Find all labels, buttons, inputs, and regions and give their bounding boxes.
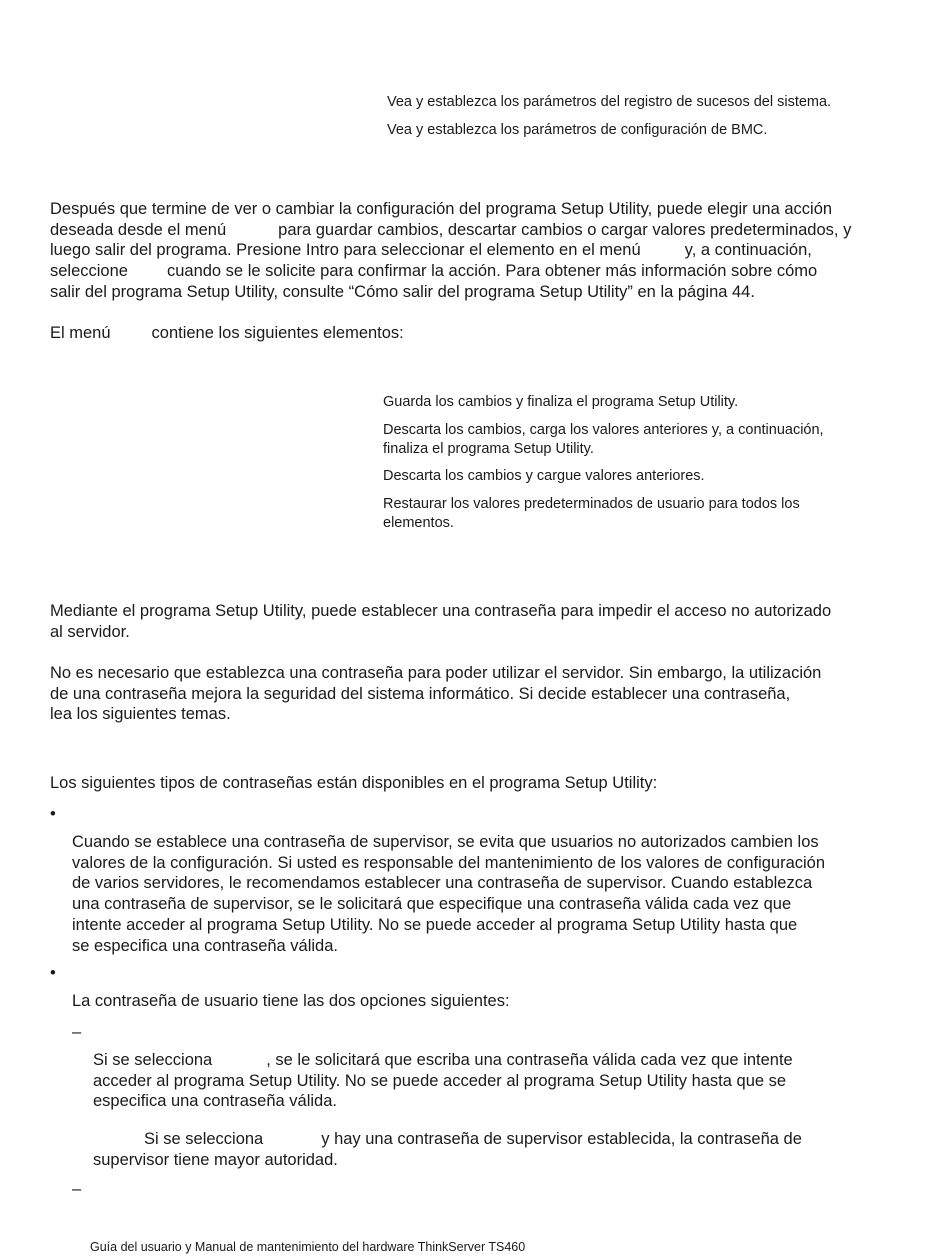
paragraph-line: luego salir del programa. Presione Intro para seleccionar el elemento en el menú y, a continuación, [50,241,812,260]
password-types-intro: Los siguientes tipos de contraseñas están disponibles en el programa Setup Utility: [50,774,658,792]
user-password-option: Si se selecciona , se le solicitará que escriba una contraseña válida cada vez que intente acceder al programa Setup Utility. No se puede acceder al programa Setup Utility hasta que se especifica una contraseña válida. [93,1051,793,1111]
password-paragraph: No es necesario que establezca una contraseña para poder utilizar el servidor. Sin embargo, la utilización de una contraseña mejora la seguridad del sistema informático. Si decide establecer una contraseña, lea los siguientes temas. [50,664,822,724]
bmc-table-row: Vea y establezca los parámetros de configuración de BMC. [387,122,768,138]
paragraph-line: deseada desde el menú para guardar cambios, descartar cambios o cargar valores predeterminados, y [50,220,852,239]
dash: – [72,1180,82,1198]
bullet: • [50,964,56,982]
dash: – [72,1023,82,1041]
paragraph-line: salir del programa Setup Utility, consulte “Cómo salir del programa Setup Utility” en la página 44. [50,282,755,301]
page-footer: Guía del usuario y Manual de mantenimiento del hardware ThinkServer TS460 [90,1240,526,1254]
supervisor-password-description: Cuando se establece una contraseña de supervisor, se evita que usuarios no autorizados cambien los valores de la configuración. Si usted es responsable del mantenimiento de los valores de configuración de varios servidores, le recomendamos establecer una contraseña de supervisor. Cuando establezca una contraseña de supervisor, se le solicitará que especifique una contraseña válida cada vez que intente acceder al programa Setup Utility. No se puede acceder al programa Setup Utility hasta que se especifica una contraseña válida. [72,833,826,955]
exit-item-description: Restaurar los valores predeterminados de usuario para todos los elementos. [383,496,800,531]
exit-menu-intro: El menú contiene los siguientes elementos: [50,324,404,342]
user-password-intro: La contraseña de usuario tiene las dos opciones siguientes: [72,992,510,1010]
bullet: • [50,805,56,823]
exit-item-description: Descarta los cambios, carga los valores anteriores y, a continuación, finaliza el programa Setup Utility. [383,422,824,457]
exit-item-description: Descarta los cambios y cargue valores anteriores. [383,468,705,484]
exit-item-description: Guarda los cambios y finaliza el programa Setup Utility. [383,394,739,410]
note-paragraph: Si se selecciona y hay una contraseña de supervisor establecida, la contraseña de supervisor tiene mayor autoridad. [93,1130,802,1169]
paragraph-line: seleccione cuando se le solicite para confirmar la acción. Para obtener más información sobre cómo [50,262,818,281]
paragraph-line: Después que termine de ver o cambiar la configuración del programa Setup Utility, puede elegir una acción [50,200,833,218]
password-paragraph: Mediante el programa Setup Utility, puede establecer una contraseña para impedir el acceso no autorizado al servidor. [50,602,832,641]
exit-intro-paragraph [50,199,920,303]
bmc-table-row: Vea y establezca los parámetros del registro de sucesos del sistema. [387,94,832,110]
